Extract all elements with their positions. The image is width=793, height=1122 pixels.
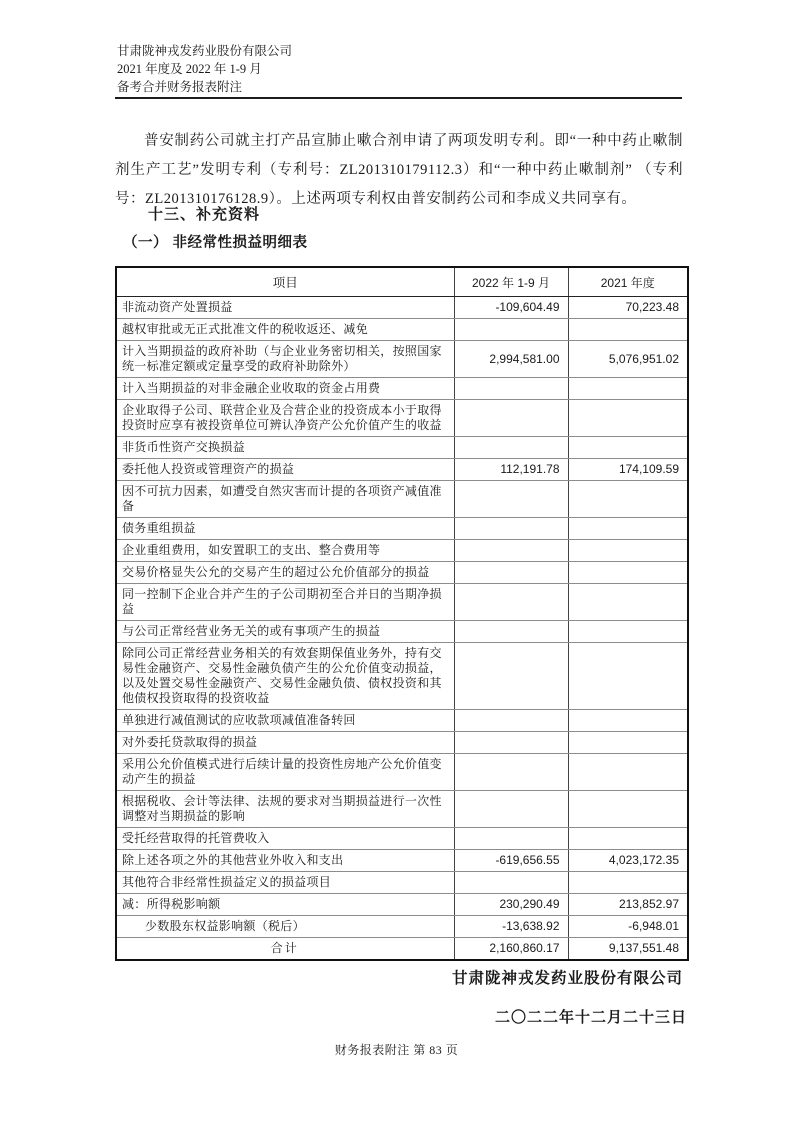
table-row: [116, 400, 688, 437]
value-2022-cell: [454, 562, 568, 584]
table-row: [116, 850, 688, 872]
table-row: [116, 732, 688, 754]
value-2021-cell: 213,852.97: [568, 894, 688, 916]
value-2021-cell: 9,137,551.48: [568, 938, 688, 961]
item-cell: 同一控制下企业合并产生的子公司期初至合并日的当期净损益: [116, 584, 454, 621]
item-cell: 对外委托贷款取得的损益: [116, 732, 454, 754]
table-row: [116, 710, 688, 732]
signature-company: 甘肃陇神戎发药业股份有限公司: [451, 970, 683, 987]
item-cell: 企业重组费用，如安置职工的支出、整合费用等: [116, 540, 454, 562]
item-cell: 非货币性资产交换损益: [116, 437, 454, 459]
table-body: [116, 297, 688, 961]
value-2021-cell: 174,109.59: [568, 459, 688, 481]
value-2022-cell: 112,191.78: [454, 459, 568, 481]
item-cell: 少数股东权益影响额（税后）: [116, 916, 454, 938]
table-row: [116, 518, 688, 540]
item-cell: 其他符合非经常性损益定义的损益项目: [116, 872, 454, 894]
value-2021-cell: [568, 791, 688, 828]
value-2021-cell: 5,076,951.02: [568, 341, 688, 378]
item-cell: 单独进行减值测试的应收款项减值准备转回: [116, 710, 454, 732]
item-cell: 计入当期损益的对非金融企业收取的资金占用费: [116, 378, 454, 400]
value-2021-cell: [568, 584, 688, 621]
table-row: [116, 319, 688, 341]
table-row: [116, 459, 688, 481]
item-cell: 采用公允价值模式进行后续计量的投资性房地产公允价值变动产生的损益: [116, 754, 454, 791]
item-cell: 合计: [116, 938, 454, 961]
item-cell: 计入当期损益的政府补助（与企业业务密切相关，按照国家统一标准定额或定量享受的政府补助除外）: [116, 341, 454, 378]
column-header-2022: 2022 年 1-9 月: [454, 267, 568, 297]
column-header-2021: 2021 年度: [568, 267, 688, 297]
table-row: [116, 341, 688, 378]
section-title: 十三、补充资料: [148, 206, 261, 223]
value-2022-cell: -619,656.55: [454, 850, 568, 872]
value-2021-cell: [568, 732, 688, 754]
value-2022-cell: [454, 643, 568, 710]
value-2022-cell: [454, 437, 568, 459]
table-row: [116, 437, 688, 459]
value-2021-cell: [568, 481, 688, 518]
value-2022-cell: 2,160,860.17: [454, 938, 568, 961]
table-row: [116, 643, 688, 710]
page-number-footer: 财务报表附注 第 83 页: [334, 1043, 459, 1057]
value-2022-cell: -109,604.49: [454, 297, 568, 319]
table-row: [116, 562, 688, 584]
value-2022-cell: -13,638.92: [454, 916, 568, 938]
item-cell: 减：所得税影响额: [116, 894, 454, 916]
value-2022-cell: [454, 754, 568, 791]
table-row: [116, 378, 688, 400]
value-2021-cell: [568, 754, 688, 791]
table-header-row: [116, 267, 688, 297]
value-2021-cell: [568, 562, 688, 584]
value-2021-cell: [568, 400, 688, 437]
value-2022-cell: [454, 710, 568, 732]
value-2022-cell: [454, 732, 568, 754]
table-row: [116, 828, 688, 850]
header-doc-title: 备考合并财务报表附注: [117, 80, 243, 94]
value-2021-cell: [568, 710, 688, 732]
table-row: [116, 297, 688, 319]
value-2022-cell: [454, 791, 568, 828]
header-period: 2021 年度及 2022 年 1-9 月: [117, 62, 262, 76]
item-cell: 除上述各项之外的其他营业外收入和支出: [116, 850, 454, 872]
table-row: [116, 916, 688, 938]
signature-date: 二〇二二年十二月二十三日: [494, 1009, 687, 1026]
item-cell: 与公司正常经营业务无关的或有事项产生的损益: [116, 621, 454, 643]
table-header: [116, 267, 688, 297]
table-row: [116, 791, 688, 828]
column-header-item: 项目: [116, 267, 454, 297]
item-cell: 非流动资产处置损益: [116, 297, 454, 319]
header-divider: [115, 97, 682, 99]
value-2022-cell: 230,290.49: [454, 894, 568, 916]
table-row: [116, 540, 688, 562]
value-2021-cell: -6,948.01: [568, 916, 688, 938]
item-cell: 委托他人投资或管理资产的损益: [116, 459, 454, 481]
item-cell: 因不可抗力因素，如遭受自然灾害而计提的各项资产减值准备: [116, 481, 454, 518]
value-2022-cell: [454, 378, 568, 400]
table-row: [116, 621, 688, 643]
running-header: [117, 42, 292, 96]
non-recurring-gains-losses-table: [115, 266, 689, 961]
subsection-title: （一） 非经常性损益明细表: [123, 235, 308, 251]
value-2021-cell: [568, 872, 688, 894]
value-2021-cell: [568, 621, 688, 643]
value-2021-cell: [568, 643, 688, 710]
patent-paragraph: 普安制药公司就主打产品宣肺止嗽合剂申请了两项发明专利。即“一种中药止嗽制剂生产工艺”发明专利（专利号：ZL201310179112.3）和“一种中药止嗽制剂” （专利号：ZL201310176128.9）。上述两项专利权由普安制药公司和李成义共同享有。: [115, 132, 683, 207]
item-cell: 债务重组损益: [116, 518, 454, 540]
item-cell: 越权审批或无正式批准文件的税收返还、减免: [116, 319, 454, 341]
value-2022-cell: [454, 540, 568, 562]
item-cell: 交易价格显失公允的交易产生的超过公允价值部分的损益: [116, 562, 454, 584]
value-2022-cell: [454, 872, 568, 894]
table-row: [116, 938, 688, 961]
value-2022-cell: [454, 319, 568, 341]
table-row: [116, 894, 688, 916]
value-2022-cell: [454, 400, 568, 437]
value-2022-cell: [454, 828, 568, 850]
item-cell: 根据税收、会计等法律、法规的要求对当期损益进行一次性调整对当期损益的影响: [116, 791, 454, 828]
value-2021-cell: [568, 518, 688, 540]
table-row: [116, 872, 688, 894]
table-row: [116, 481, 688, 518]
value-2021-cell: [568, 828, 688, 850]
value-2022-cell: [454, 481, 568, 518]
value-2021-cell: [568, 540, 688, 562]
value-2021-cell: [568, 319, 688, 341]
value-2021-cell: 4,023,172.35: [568, 850, 688, 872]
table-row: [116, 584, 688, 621]
value-2021-cell: [568, 437, 688, 459]
header-company: 甘肃陇神戎发药业股份有限公司: [117, 44, 293, 58]
item-cell: 企业取得子公司、联营企业及合营企业的投资成本小于取得投资时应享有被投资单位可辨认净资产公允价值产生的收益: [116, 400, 454, 437]
value-2022-cell: [454, 518, 568, 540]
value-2021-cell: 70,223.48: [568, 297, 688, 319]
value-2021-cell: [568, 378, 688, 400]
value-2022-cell: [454, 584, 568, 621]
value-2022-cell: [454, 621, 568, 643]
value-2022-cell: 2,994,581.00: [454, 341, 568, 378]
item-cell: 除同公司正常经营业务相关的有效套期保值业务外，持有交易性金融资产、交易性金融负债产生的公允价值变动损益，以及处置交易性金融资产、交易性金融负债、债权投资和其他债权投资取得的投资收益: [116, 643, 454, 710]
table-row: [116, 754, 688, 791]
item-cell: 受托经营取得的托管费收入: [116, 828, 454, 850]
